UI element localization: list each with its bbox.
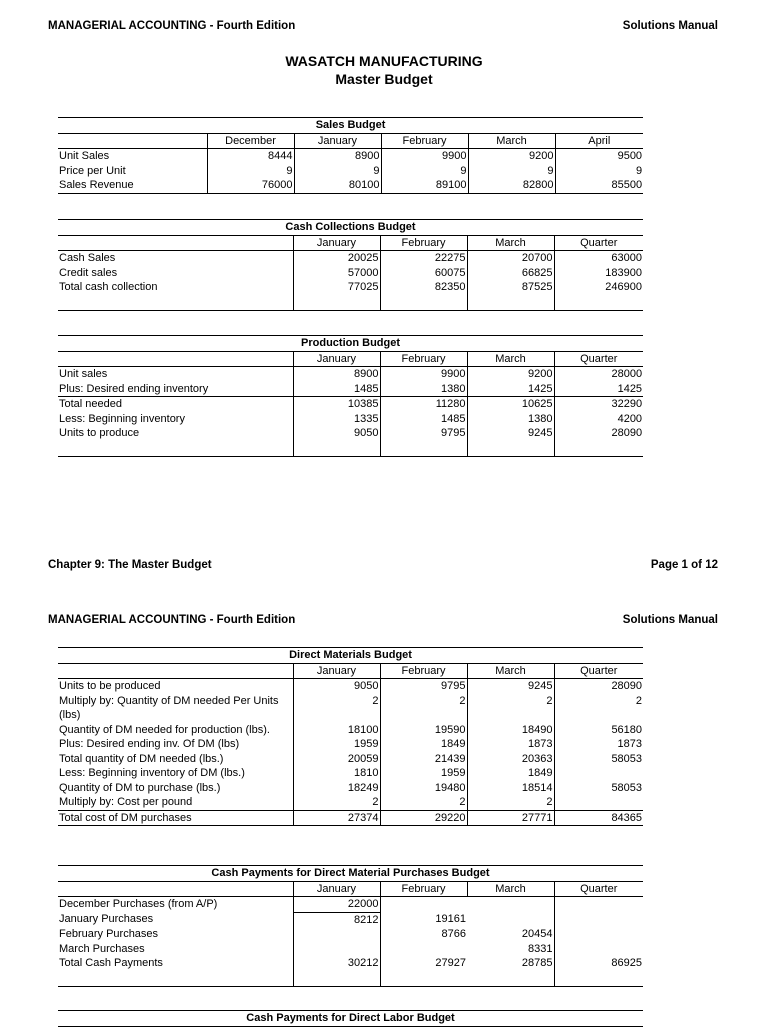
- table-row: Units to be produced 9050 9795 9245 28090: [59, 680, 643, 692]
- table-row: Less: Beginning inventory of DM (lbs.) 1810 1959 1849: [59, 767, 553, 779]
- table-row: Multiply by: Cost per pound 2 2 2: [58, 795, 643, 810]
- table-row: Unit Sales 8444 8900 9900 9200 9500: [59, 150, 643, 162]
- col-header: March: [468, 133, 555, 149]
- table-row: Unit sales 8900 9900 9200 28000: [59, 368, 643, 380]
- col-header: April: [555, 133, 643, 149]
- table-row: Quantity of DM to purchase (lbs.) 18249 19480 18514 58053: [59, 781, 643, 794]
- page-number: Page 1 of 12: [650, 559, 718, 571]
- table-row: Plus: Desired ending inventory 1485 1380 1425 1425: [59, 382, 643, 395]
- sales-budget-title: Sales Budget: [58, 118, 643, 134]
- table-row: Credit sales 57000 60075 66825 183900: [59, 266, 642, 279]
- table-row: February Purchases 8766 20454: [58, 927, 643, 942]
- table-row: Cash Sales 20025 22275 20700 63000: [59, 252, 642, 264]
- table-row: Quantity of DM needed for production (lbs). 18100 19590 18490 56180: [59, 723, 643, 736]
- direct-materials-title: Direct Materials Budget: [58, 648, 643, 664]
- table-row: Total cost of DM purchases 27374 29220 27771 84365: [59, 811, 643, 824]
- table-row: Plus: Desired ending inv. Of DM (lbs) 1959 1849 1873 1873: [59, 738, 643, 750]
- table-row: Total quantity of DM needed (lbs.) 20059 21439 20363 58053: [59, 752, 643, 765]
- page-header-left: MANAGERIAL ACCOUNTING - Fourth Edition: [48, 20, 296, 32]
- table-row: Sales Revenue 76000 80100 89100 82800 85500: [59, 179, 643, 191]
- table-row: Total needed 10385 11280 10625 32290: [59, 398, 643, 410]
- page-footer-left: Chapter 9: The Master Budget: [48, 559, 212, 571]
- table-row: January Purchases 8212 19161: [58, 912, 643, 927]
- sales-budget-table: [58, 117, 643, 194]
- master-budget-subtitle: Master Budget: [335, 71, 433, 87]
- col-header: January: [294, 133, 381, 149]
- table-row: Multiply by: Quantity of DM needed Per Units (lbs) 2 2 2 2: [59, 694, 643, 721]
- table-row: Units to produce 9050 9795 9245 28090: [59, 427, 643, 439]
- page2-header-right: Solutions Manual: [622, 614, 718, 626]
- dl-payments-title: Cash Payments for Direct Labor Budget: [58, 1011, 643, 1027]
- dl-payments-table: [58, 1010, 643, 1027]
- direct-materials-table: Direct Materials Budget January February March Quarter Units to be produced 9050 9795 9245 28090 Multiply by: Quantity of DM needed Per Units (lbs) 2 2 2 2 Quantity of DM needed for production (lbs). 18100 19590 18490 56180 Plus: Desired ending inv. Of DM (lbs) 1959 1849 1873 1873 Total quantity of DM needed (lbs.) 20059 21439 20363 58053 Less: Beginning inventory of DM (lbs.) 1810 1959 1849 Quantity of DM to purchase (lbs.) 18249 19480 18514 58053 Multiply by: Cost per pound 2 2 2 Total cost of DM purchases 27374 29220 27771 84365: [59, 649, 643, 824]
- table-row: Total cash collection 77025 82350 87525 246900: [59, 281, 642, 293]
- table-row: December Purchases (from A/P) 22000: [58, 897, 643, 913]
- cash-collections-title: Cash Collections Budget: [58, 220, 643, 236]
- page-header-right: Solutions Manual: [622, 20, 718, 32]
- table-row: Price per Unit 9 9 9 9 9: [59, 164, 643, 177]
- page2-header-left: MANAGERIAL ACCOUNTING - Fourth Edition: [48, 614, 296, 626]
- col-header: December: [207, 133, 294, 149]
- production-budget-title: Production Budget: [58, 336, 643, 352]
- table-row: March Purchases 8331: [58, 942, 643, 957]
- dm-payments-table: Cash Payments for Direct Material Purchases Budget January February March Quarter December Purchases (from A/P) 22000 January Purchases 8212 19161 February Purchases 8766 20454 March Purchases 8331 Total Cash Payments 30212 27927 28785 86925: [58, 865, 643, 987]
- dm-payments-title: Cash Payments for Direct Material Purchases Budget: [58, 866, 643, 882]
- cash-collections-table: Cash Collections Budget January February March Quarter Cash Sales 20025 22275 20700 63000 Credit sales 57000 60075 66825 183900 Total cash collection 77025 82350 87525 246900: [58, 219, 643, 311]
- production-budget-table: Production Budget January February March Quarter Unit sales 8900 9900 9200 28000 Plus: Desired ending inventory 1485 1380 1425 1425 Total needed 10385 11280 10625 32290 Less: Beginning inventory 1335 1485 1380 4200 Units to produce 9050 9795 9245 28090: [58, 335, 643, 457]
- table-row: Less: Beginning inventory 1335 1485 1380 4200: [59, 412, 643, 425]
- col-header: February: [381, 133, 468, 149]
- table-row: Total Cash Payments 30212 27927 28785 86925: [59, 957, 642, 969]
- company-title: WASATCH MANUFACTURING: [285, 53, 483, 69]
